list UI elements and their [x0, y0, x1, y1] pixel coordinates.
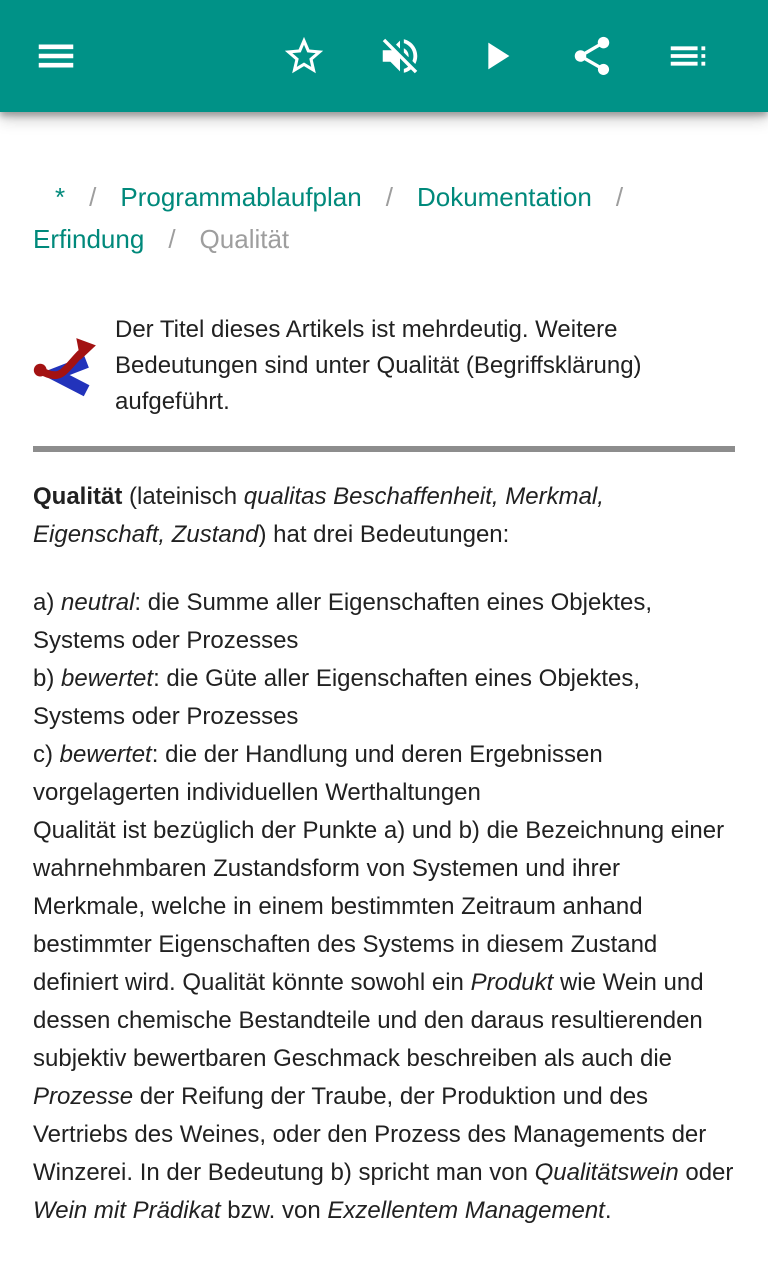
disambiguation-notice	[33, 312, 735, 420]
breadcrumb-link--[interactable]: *	[55, 182, 66, 212]
toc-icon	[665, 33, 711, 79]
share-button[interactable]	[568, 32, 616, 80]
breadcrumb-current: Qualität	[199, 224, 290, 254]
article-body	[0, 478, 768, 1270]
menu-icon	[33, 33, 79, 79]
body-paragraph: a) neutral: die Summe aller Eigenschaften eines Objektes, Systems oder Prozesses b) bewertet: die Güte aller Eigenschaften eines Objektes, Systems oder Prozesses c) bewertet: die der Handlung und deren Ergebnissen vorgelagerten individuellen Werthaltungen Qualität ist bezüglich der Punkte a) und b) die Bezeichnung einer wahrnehmbaren Zustandsform von Systemen und ihrer Merkmale, welche in einem bestimmten Zeitraum anhand bestimmter Eigenschaften des Systems in diesem Zustand definiert wird. Qualität könnte sowohl ein Produkt wie Wein und dessen chemische Bestandteile und den daraus resultierenden subjektiv bewertbaren Geschmack beschreiben als auch die Prozesse der Reifung der Traube, der Produktion und des Vertriebs des Weines, oder den Prozess des Managements der Winzerei. In der Bedeutung b) spricht man von Qualitätswein oder Wein mit Prädikat bzw. von Exzellentem Management.	[33, 589, 734, 1224]
breadcrumb-link-erfindung[interactable]: Erfindung	[33, 224, 145, 254]
share-icon	[569, 33, 615, 79]
app-bar	[0, 0, 768, 112]
divider	[33, 446, 735, 452]
volume-off-icon	[377, 33, 423, 79]
breadcrumb-separator: /	[615, 182, 624, 212]
disambiguation-icon	[33, 334, 99, 398]
breadcrumb-link-dokumentation[interactable]: Dokumentation	[416, 182, 592, 212]
notice-text: Der Titel dieses Artikels ist mehrdeutig. Weitere Bedeutungen sind unter Qualität (Begriffsklärung) aufgeführt.	[115, 316, 642, 415]
favorite-button[interactable]	[280, 32, 328, 80]
play-icon	[473, 33, 519, 79]
menu-button[interactable]	[32, 32, 80, 80]
breadcrumb-separator: /	[385, 182, 393, 212]
breadcrumb-link-programmablaufplan[interactable]: Programmablaufplan	[120, 182, 362, 212]
breadcrumb-separator: /	[168, 224, 176, 254]
mute-button[interactable]	[376, 32, 424, 80]
lead-paragraph: Qualität (lateinisch qualitas Beschaffenheit, Merkmal, Eigenschaft, Zustand) hat drei Bedeutungen:	[33, 483, 604, 548]
breadcrumb-separator: /	[89, 182, 97, 212]
play-button[interactable]	[472, 32, 520, 80]
breadcrumb	[33, 176, 735, 260]
contents-button[interactable]	[664, 32, 712, 80]
star-outline-icon	[281, 33, 327, 79]
